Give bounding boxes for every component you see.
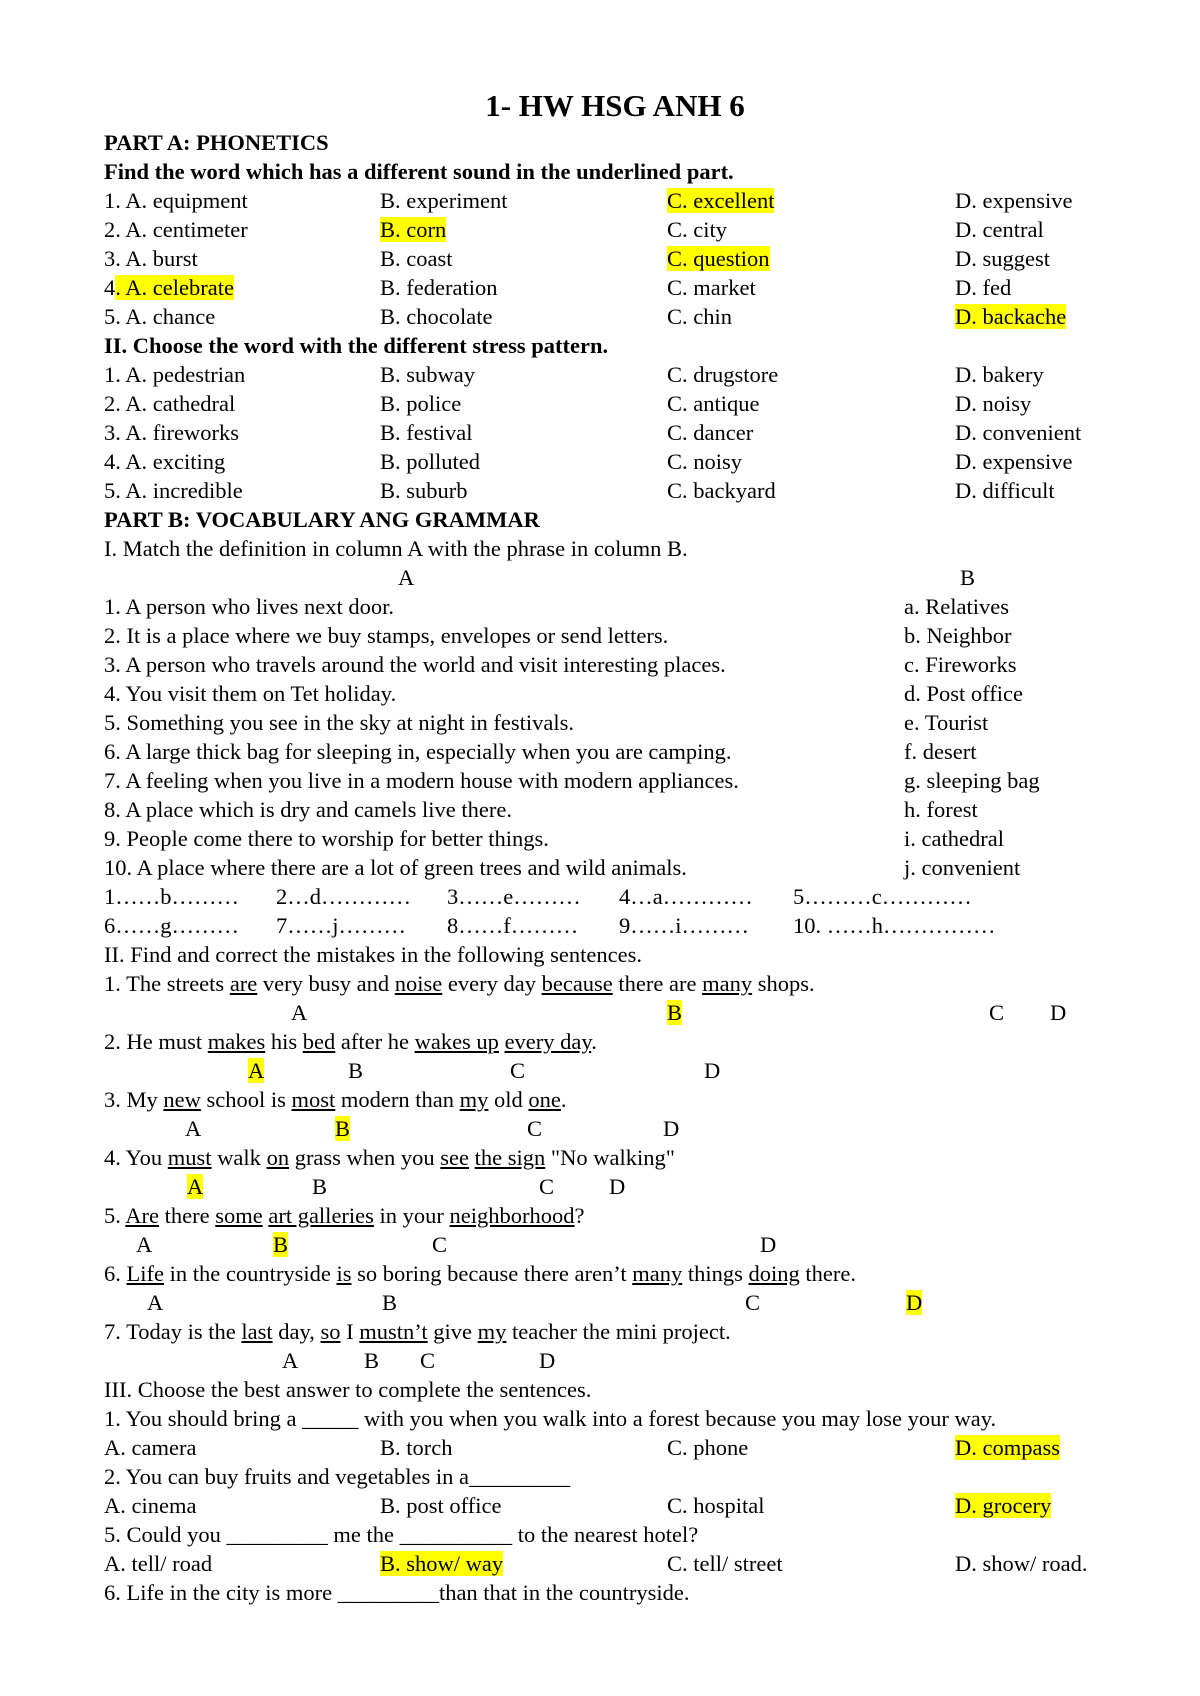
choose-q5-c: C. tell/ street [667, 1551, 783, 1576]
choose-q5-stem: 5. Could you _________ me the __________ to the nearest hotel? [104, 1522, 699, 1547]
stress-instruction: II. Choose the word with the different stress pattern. [104, 333, 609, 358]
match-phrase: c. Fireworks [904, 652, 1017, 677]
mistake-sentence-1: 1. The streets are very busy and noise every day because there are many shops. [104, 971, 815, 996]
match-phrase: b. Neighbor [904, 623, 1012, 648]
phonetics-q5-b: B. chocolate [380, 304, 493, 329]
mistakes-instruction: II. Find and correct the mistakes in the following sentences. [104, 942, 642, 967]
match-answer: 2…d………… [276, 884, 411, 909]
choose-q2-stem: 2. You can buy fruits and vegetables in a_________ [104, 1464, 571, 1489]
choose-q1-a: A. camera [104, 1435, 197, 1460]
match-column-b-header: B [960, 565, 976, 590]
option-letter: B [348, 1058, 364, 1083]
match-answer: 3……e……… [447, 884, 581, 909]
option-letter: C [510, 1058, 526, 1083]
match-phrase: h. forest [904, 797, 978, 822]
stress-q3-d: D. convenient [955, 420, 1082, 445]
choose-q1-b: B. torch [380, 1435, 453, 1460]
stress-q2-a: 2. A. cathedral [104, 391, 236, 416]
stress-q1-c: C. drugstore [667, 362, 779, 387]
choose-q6-stem: 6. Life in the city is more _________than that in the countryside. [104, 1580, 690, 1605]
option-letter: A [147, 1290, 164, 1315]
stress-q1-d: D. bakery [955, 362, 1044, 387]
phonetics-q3-a: 3. A. burst [104, 246, 198, 271]
stress-q2-d: D. noisy [955, 391, 1032, 416]
stress-q2-c: C. antique [667, 391, 760, 416]
phonetics-q5-a: 5. A. chance [104, 304, 216, 329]
option-letter: B [382, 1290, 398, 1315]
match-column-a-header: A [398, 565, 415, 590]
option-letter: B [312, 1174, 328, 1199]
option-letter: D [704, 1058, 721, 1083]
stress-q5-a: 5. A. incredible [104, 478, 243, 503]
match-definition: 4. You visit them on Tet holiday. [104, 681, 397, 706]
phonetics-q4-d: D. fed [955, 275, 1012, 300]
option-letter: D [663, 1116, 680, 1141]
match-phrase: j. convenient [904, 855, 1021, 880]
choose-q5-a: A. tell/ road [104, 1551, 213, 1576]
option-letter: B [364, 1348, 380, 1373]
choose-instruction: III. Choose the best answer to complete the sentences. [104, 1377, 592, 1402]
stress-q3-b: B. festival [380, 420, 473, 445]
stress-q5-b: B. suburb [380, 478, 468, 503]
match-phrase: a. Relatives [904, 594, 1009, 619]
option-letter: A [282, 1348, 299, 1373]
stress-q4-d: D. expensive [955, 449, 1073, 474]
match-definition: 5. Something you see in the sky at night in festivals. [104, 710, 574, 735]
match-definition: 3. A person who travels around the world and visit interesting places. [104, 652, 726, 677]
phonetics-q4-a: 4. A. celebrate [104, 275, 234, 300]
match-phrase: g. sleeping bag [904, 768, 1040, 793]
option-letter: C [745, 1290, 761, 1315]
option-letter: B [667, 1000, 683, 1025]
stress-q1-a: 1. A. pedestrian [104, 362, 246, 387]
phonetics-q1-a: 1. A. equipment [104, 188, 248, 213]
stress-q3-c: C. dancer [667, 420, 754, 445]
phonetics-q2-b: B. corn [380, 217, 447, 242]
match-phrase: e. Tourist [904, 710, 989, 735]
option-letter: A [187, 1174, 204, 1199]
phonetics-q2-d: D. central [955, 217, 1044, 242]
stress-q1-b: B. subway [380, 362, 475, 387]
stress-q5-c: C. backyard [667, 478, 776, 503]
match-answer: 6……g……… [104, 913, 239, 938]
match-definition: 2. It is a place where we buy stamps, envelopes or send letters. [104, 623, 669, 648]
option-letter: C [432, 1232, 448, 1257]
choose-q2-b: B. post office [380, 1493, 502, 1518]
phonetics-q1-b: B. experiment [380, 188, 508, 213]
stress-q4-a: 4. A. exciting [104, 449, 226, 474]
stress-q4-b: B. polluted [380, 449, 480, 474]
phonetics-q4-c: C. market [667, 275, 756, 300]
match-answer: 9……i……… [619, 913, 750, 938]
option-letter: A [136, 1232, 153, 1257]
match-definition: 9. People come there to worship for better things. [104, 826, 549, 851]
match-answer: 8……f……… [447, 913, 579, 938]
match-instruction: I. Match the definition in column A with the phrase in column B. [104, 536, 688, 561]
match-definition: 10. A place where there are a lot of green trees and wild animals. [104, 855, 687, 880]
choose-q1-d: D. compass [955, 1435, 1060, 1460]
match-definition: 8. A place which is dry and camels live there. [104, 797, 512, 822]
match-definition: 1. A person who lives next door. [104, 594, 394, 619]
stress-q3-a: 3. A. fireworks [104, 420, 239, 445]
option-letter: D [906, 1290, 923, 1315]
phonetics-q1-c: C. excellent [667, 188, 775, 213]
match-phrase: f. desert [904, 739, 977, 764]
option-letter: B [335, 1116, 351, 1141]
mistake-sentence-3: 3. My new school is most modern than my old one. [104, 1087, 567, 1112]
phonetics-q3-d: D. suggest [955, 246, 1050, 271]
stress-q2-b: B. police [380, 391, 462, 416]
choose-q5-d: D. show/ road. [955, 1551, 1088, 1576]
page-title: 1- HW HSG ANH 6 [485, 88, 745, 123]
match-answer: 7……j……… [276, 913, 407, 938]
option-letter: D [760, 1232, 777, 1257]
match-definition: 6. A large thick bag for sleeping in, especially when you are camping. [104, 739, 732, 764]
option-letter: D [1050, 1000, 1067, 1025]
option-letter: C [420, 1348, 436, 1373]
choose-q1-stem: 1. You should bring a _____ with you when you walk into a forest because you may lose your way. [104, 1406, 997, 1431]
phonetics-q2-a: 2. A. centimeter [104, 217, 248, 242]
phonetics-instruction: Find the word which has a different sound in the underlined part. [104, 159, 734, 184]
match-answer: 1……b……… [104, 884, 239, 909]
stress-q4-c: C. noisy [667, 449, 743, 474]
match-answer: 5………c………… [793, 884, 972, 909]
phonetics-q5-d: D. backache [955, 304, 1067, 329]
choose-q2-c: C. hospital [667, 1493, 765, 1518]
option-letter: C [539, 1174, 555, 1199]
phonetics-q2-c: C. city [667, 217, 727, 242]
choose-q1-c: C. phone [667, 1435, 749, 1460]
choose-q5-b: B. show/ way [380, 1551, 504, 1576]
option-letter: B [273, 1232, 289, 1257]
mistake-sentence-5: 5. Are there some art galleries in your neighborhood? [104, 1203, 585, 1228]
match-answer: 4…a………… [619, 884, 753, 909]
match-phrase: i. cathedral [904, 826, 1004, 851]
option-letter: A [185, 1116, 202, 1141]
mistake-sentence-7: 7. Today is the last day, so I mustn’t give my teacher the mini project. [104, 1319, 731, 1344]
option-letter: A [248, 1058, 265, 1083]
phonetics-q3-c: C. question [667, 246, 770, 271]
stress-q5-d: D. difficult [955, 478, 1055, 503]
option-letter: C [527, 1116, 543, 1141]
match-answer: 10. ……h…………… [793, 913, 996, 938]
phonetics-q5-c: C. chin [667, 304, 732, 329]
phonetics-q3-b: B. coast [380, 246, 453, 271]
phonetics-q1-d: D. expensive [955, 188, 1073, 213]
phonetics-q4-b: B. federation [380, 275, 498, 300]
mistake-sentence-2: 2. He must makes his bed after he wakes up every day. [104, 1029, 597, 1054]
option-letter: D [609, 1174, 626, 1199]
option-letter: A [291, 1000, 308, 1025]
match-definition: 7. A feeling when you live in a modern house with modern appliances. [104, 768, 739, 793]
part-b-heading: PART B: VOCABULARY ANG GRAMMAR [104, 507, 540, 532]
option-letter: C [989, 1000, 1005, 1025]
choose-q2-d: D. grocery [955, 1493, 1052, 1518]
part-a-heading: PART A: PHONETICS [104, 130, 329, 155]
choose-q2-a: A. cinema [104, 1493, 197, 1518]
mistake-sentence-4: 4. You must walk on grass when you see the sign "No walking" [104, 1145, 675, 1170]
option-letter: D [539, 1348, 556, 1373]
mistake-sentence-6: 6. Life in the countryside is so boring because there aren’t many things doing there. [104, 1261, 856, 1286]
match-phrase: d. Post office [904, 681, 1023, 706]
